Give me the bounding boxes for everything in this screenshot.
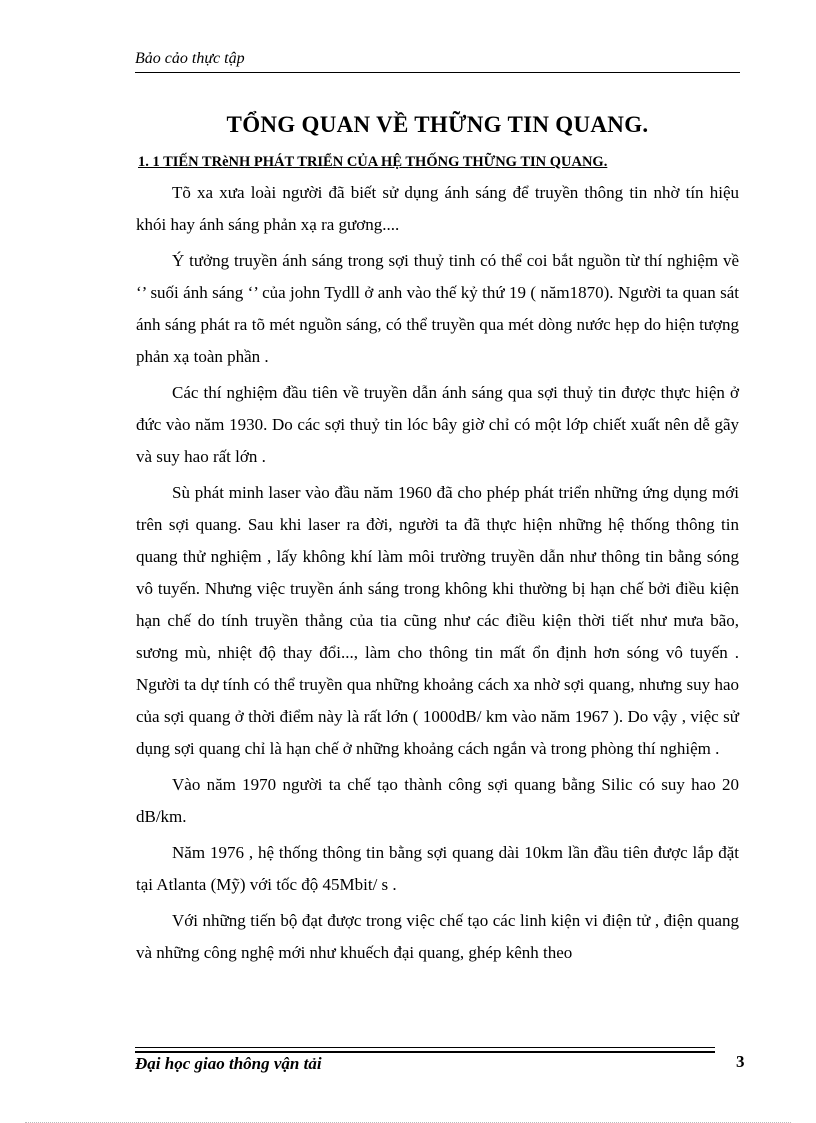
section-heading: 1. 1 TIẾN TRèNH PHÁT TRIỂN CỦA HỆ THỐNG THỮNG TIN QUANG.: [138, 154, 608, 170]
header-rule: [135, 72, 740, 73]
paragraph: Ý tưởng truyền ánh sáng trong sợi thuỷ tinh có thể coi bắt nguồn từ thí nghiệm về ‘’ suối ánh sáng ‘’ của john Tydll ở anh vào thế kỷ thứ 19 ( năm1870). Người ta quan sát ánh sáng phát ra tõ mét nguồn sáng, có thể truyền qua mét dòng nước hẹp do hiện tượng phản xạ toàn phần .: [136, 251, 739, 366]
page-number: 3: [736, 1052, 745, 1071]
body-text: [136, 177, 739, 973]
paragraph: Năm 1976 , hệ thống thông tin bằng sợi quang dài 10km lần đầu tiên được lắp đặt tại Atlanta (Mỹ) với tốc độ 45Mbit/ s .: [136, 843, 739, 894]
running-footer: Đại học giao thông vận tải: [135, 1054, 322, 1073]
paragraph: Các thí nghiệm đầu tiên về truyền dẫn ánh sáng qua sợi thuỷ tin được thực hiện ở đức vào năm 1930. Do các sợi thuỷ tin lóc bây giờ chỉ có một lớp chiết xuất nên dễ gãy và suy hao rất lớn .: [136, 383, 739, 466]
paragraph: Sù phát minh laser vào đầu năm 1960 đã cho phép phát triển những ứng dụng mới trên sợi quang. Sau khi laser ra đời, người ta đã thực hiện những hệ thống thông tin quang thử nghiệm , lấy không khí làm môi trường truyền dẫn như thông tin bằng sóng vô tuyến. Nhưng việc truyền ánh sáng trong không khi thường bị hạn chế bởi điều kiện hạn chế do tính truyền thẳng của tia cũng như các điều kiện thời tiết như mưa bão, sương mù, nhiệt độ thay đổi..., làm cho thông tin mất ổn định hơn sóng vô tuyến . Người ta dự tính có thể truyền qua những khoảng cách xa nhờ sợi quang, nhưng suy hao của sợi quang ở thời điểm này là rất lớn ( 1000dB/ km vào năm 1967 ). Do vậy , việc sử dụng sợi quang chỉ là hạn chế ở những khoảng cách ngắn và trong phòng thí nghiệm .: [136, 483, 739, 758]
paragraph: Tõ xa xưa loài người đã biết sử dụng ánh sáng để truyền thông tin nhờ tín hiệu khói hay ánh sáng phản xạ ra gương....: [136, 183, 739, 234]
footer-rule-thick: [135, 1051, 715, 1053]
running-header: Bảo cảo thực tập: [135, 50, 245, 67]
paragraph: Vào năm 1970 người ta chế tạo thành công sợi quang bằng Silic có suy hao 20 dB/km.: [136, 775, 739, 826]
paragraph: Với những tiến bộ đạt được trong việc chế tạo các linh kiện vi điện tử , điện quang và những công nghệ mới như khuếch đại quang, ghép kênh theo: [136, 911, 739, 962]
chapter-title: TỔNG QUAN VỀ THỮNG TIN QUANG.: [226, 112, 649, 137]
footer-rule: [135, 1047, 715, 1048]
